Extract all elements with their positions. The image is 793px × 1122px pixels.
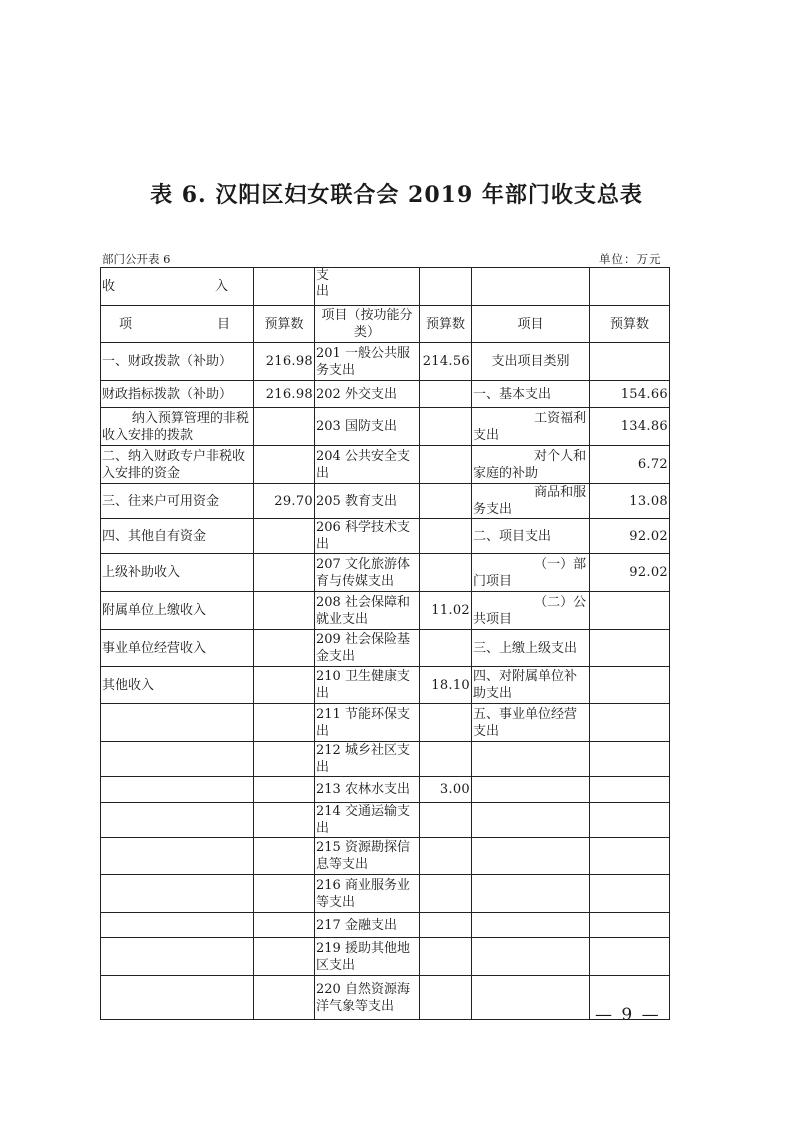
income-item: 财政指标拨款（补助） xyxy=(101,381,254,408)
table-row xyxy=(101,408,670,446)
income-item xyxy=(101,913,254,938)
function-budget xyxy=(420,938,472,976)
category-item: （一）部门项目 xyxy=(472,554,590,592)
empty-header-cell xyxy=(420,268,472,306)
function-item: 209 社会保险基金支出 xyxy=(315,630,420,667)
function-item: 217 金融支出 xyxy=(315,913,420,938)
function-budget xyxy=(420,875,472,913)
income-budget xyxy=(254,446,315,484)
category-item: 四、对附属单位补助支出 xyxy=(472,667,590,704)
function-budget xyxy=(420,838,472,875)
income-header: 收 入 xyxy=(101,268,254,306)
income-budget: 29.70 xyxy=(254,484,315,519)
function-budget xyxy=(420,519,472,554)
function-item: 208 社会保障和就业支出 xyxy=(315,592,420,630)
table-row xyxy=(101,938,670,976)
category-item: 三、上缴上级支出 xyxy=(472,630,590,667)
category-budget: 13.08 xyxy=(590,484,670,519)
col-header-budget-3: 预算数 xyxy=(590,306,670,343)
function-item: 201 一般公共服务支出 xyxy=(315,343,420,381)
income-item: 事业单位经营收入 xyxy=(101,630,254,667)
income-item xyxy=(101,938,254,976)
income-item: 三、往来户可用资金 xyxy=(101,484,254,519)
category-budget xyxy=(590,704,670,742)
col-header-budget-2: 预算数 xyxy=(420,306,472,343)
function-budget xyxy=(420,976,472,1020)
table-row xyxy=(101,519,670,554)
income-budget: 216.98 xyxy=(254,381,315,408)
budget-table xyxy=(100,267,670,1020)
category-budget xyxy=(590,630,670,667)
empty-header-cell xyxy=(254,268,315,306)
function-budget: 214.56 xyxy=(420,343,472,381)
income-item: 附属单位上缴收入 xyxy=(101,592,254,630)
function-item: 215 资源勘探信息等支出 xyxy=(315,838,420,875)
category-item: （二）公共项目 xyxy=(472,592,590,630)
income-budget xyxy=(254,742,315,777)
table-row xyxy=(101,343,670,381)
category-item xyxy=(472,742,590,777)
income-budget xyxy=(254,630,315,667)
income-budget: 216.98 xyxy=(254,343,315,381)
income-budget xyxy=(254,519,315,554)
col-header-func-item: 项目（按功能分类） xyxy=(315,306,420,343)
function-budget xyxy=(420,913,472,938)
category-budget xyxy=(590,803,670,838)
category-budget xyxy=(590,777,670,803)
income-budget xyxy=(254,592,315,630)
function-budget xyxy=(420,803,472,838)
category-budget: 92.02 xyxy=(590,554,670,592)
function-budget xyxy=(420,381,472,408)
function-budget xyxy=(420,484,472,519)
table-row xyxy=(101,875,670,913)
category-budget xyxy=(590,592,670,630)
category-budget xyxy=(590,838,670,875)
income-budget xyxy=(254,803,315,838)
table-row xyxy=(101,976,670,1020)
function-budget xyxy=(420,742,472,777)
col-header-item-3: 项目 xyxy=(472,306,590,343)
income-budget xyxy=(254,938,315,976)
income-budget xyxy=(254,667,315,704)
category-item: 工资福利支出 xyxy=(472,408,590,446)
header-row-1 xyxy=(101,268,670,306)
function-item: 203 国防支出 xyxy=(315,408,420,446)
category-item xyxy=(472,976,590,1020)
function-budget: 18.10 xyxy=(420,667,472,704)
function-item: 216 商业服务业等支出 xyxy=(315,875,420,913)
header-row-2 xyxy=(101,306,670,343)
function-item: 205 教育支出 xyxy=(315,484,420,519)
category-item: 二、项目支出 xyxy=(472,519,590,554)
table-row xyxy=(101,704,670,742)
income-item: 其他收入 xyxy=(101,667,254,704)
function-budget xyxy=(420,630,472,667)
category-budget: 134.86 xyxy=(590,408,670,446)
function-budget: 11.02 xyxy=(420,592,472,630)
category-item xyxy=(472,938,590,976)
table-row xyxy=(101,803,670,838)
income-budget xyxy=(254,875,315,913)
function-item: 204 公共安全支出 xyxy=(315,446,420,484)
table-row xyxy=(101,667,670,704)
income-budget xyxy=(254,704,315,742)
function-budget xyxy=(420,408,472,446)
function-item: 213 农林水支出 xyxy=(315,777,420,803)
income-item xyxy=(101,875,254,913)
col-header-budget: 预算数 xyxy=(254,306,315,343)
function-item: 206 科学技术支出 xyxy=(315,519,420,554)
table-row xyxy=(101,777,670,803)
income-budget xyxy=(254,554,315,592)
income-budget xyxy=(254,777,315,803)
table-row xyxy=(101,630,670,667)
category-budget: 154.66 xyxy=(590,381,670,408)
function-item: 220 自然资源海洋气象等支出 xyxy=(315,976,420,1020)
category-budget xyxy=(590,742,670,777)
table-label: 部门公开表 6 xyxy=(102,252,171,266)
function-item: 219 援助其他地区支出 xyxy=(315,938,420,976)
income-item: 上级补助收入 xyxy=(101,554,254,592)
category-item xyxy=(472,913,590,938)
income-budget xyxy=(254,838,315,875)
table-row xyxy=(101,838,670,875)
income-budget xyxy=(254,976,315,1020)
category-item xyxy=(472,803,590,838)
category-budget xyxy=(590,913,670,938)
category-item: 支出项目类别 xyxy=(472,343,590,381)
empty-header-cell xyxy=(472,268,590,306)
table-row xyxy=(101,484,670,519)
category-budget: 92.02 xyxy=(590,519,670,554)
table-row xyxy=(101,742,670,777)
page-number: — 9 — xyxy=(595,1005,661,1025)
category-budget xyxy=(590,875,670,913)
category-item: 商品和服务支出 xyxy=(472,484,590,519)
income-item: 二、纳入财政专户非税收入安排的资金 xyxy=(101,446,254,484)
function-item: 211 节能环保支出 xyxy=(315,704,420,742)
table-row xyxy=(101,554,670,592)
function-item: 202 外交支出 xyxy=(315,381,420,408)
empty-header-cell xyxy=(590,268,670,306)
table-row xyxy=(101,913,670,938)
col-header-item: 项 目 xyxy=(101,306,254,343)
function-item: 214 交通运输支出 xyxy=(315,803,420,838)
page-title: 表 6. 汉阳区妇女联合会 2019 年部门收支总表 xyxy=(150,182,643,208)
income-item xyxy=(101,976,254,1020)
function-budget xyxy=(420,446,472,484)
income-item: 纳入预算管理的非税收入安排的拨款 xyxy=(101,408,254,446)
category-budget xyxy=(590,938,670,976)
income-item xyxy=(101,838,254,875)
category-budget xyxy=(590,667,670,704)
income-item: 四、其他自有资金 xyxy=(101,519,254,554)
category-item xyxy=(472,777,590,803)
expense-header: 支 出 xyxy=(315,268,420,306)
table-row xyxy=(101,446,670,484)
category-budget: 6.72 xyxy=(590,446,670,484)
table-row xyxy=(101,592,670,630)
unit-label: 单位：万元 xyxy=(599,252,662,266)
income-budget xyxy=(254,913,315,938)
category-budget xyxy=(590,343,670,381)
income-item xyxy=(101,742,254,777)
category-item: 对个人和家庭的补助 xyxy=(472,446,590,484)
income-item xyxy=(101,777,254,803)
category-item xyxy=(472,838,590,875)
function-budget: 3.00 xyxy=(420,777,472,803)
category-item: 五、事业单位经营支出 xyxy=(472,704,590,742)
function-budget xyxy=(420,554,472,592)
income-budget xyxy=(254,408,315,446)
function-item: 210 卫生健康支出 xyxy=(315,667,420,704)
income-item xyxy=(101,803,254,838)
income-item xyxy=(101,704,254,742)
income-item: 一、财政拨款（补助） xyxy=(101,343,254,381)
function-item: 207 文化旅游体育与传媒支出 xyxy=(315,554,420,592)
function-budget xyxy=(420,704,472,742)
category-item: 一、基本支出 xyxy=(472,381,590,408)
function-item: 212 城乡社区支出 xyxy=(315,742,420,777)
category-item xyxy=(472,875,590,913)
table-row xyxy=(101,381,670,408)
